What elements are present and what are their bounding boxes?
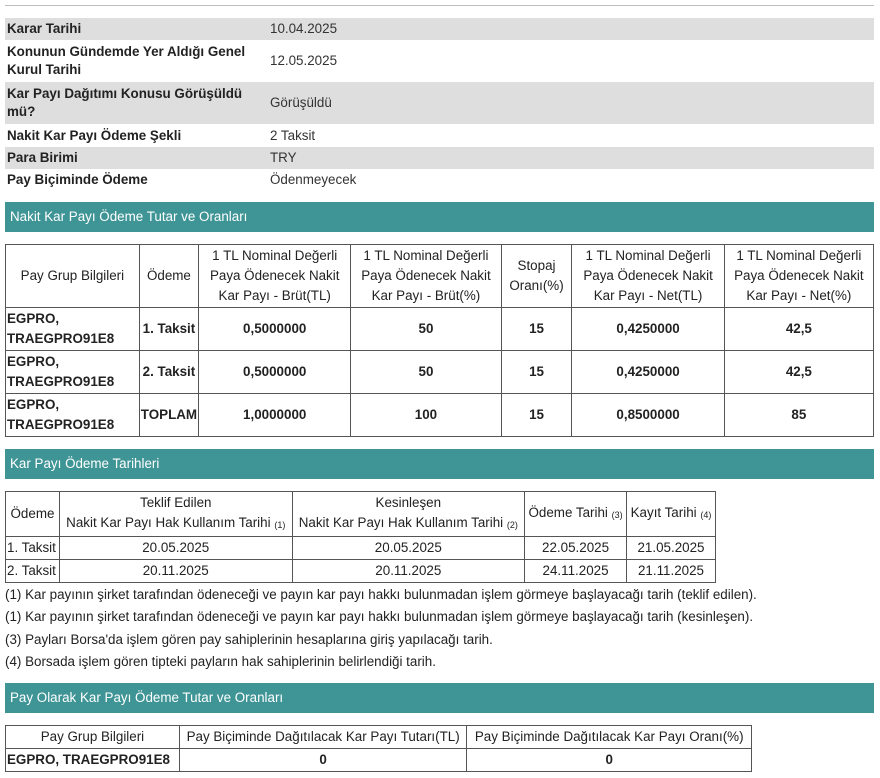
column-header: 1 TL Nominal Değerli Paya Ödenecek Nakit Kar Payı - Brüt(TL) xyxy=(199,245,351,308)
info-value: 10.04.2025 xyxy=(264,18,874,40)
info-row xyxy=(5,40,874,82)
info-value: Ödenmeyecek xyxy=(270,172,357,187)
column-header xyxy=(292,492,525,537)
info-value: 2 Taksit xyxy=(270,127,316,143)
footnote-ref: (4) xyxy=(700,510,712,520)
info-value: TRY xyxy=(264,147,874,169)
info-label: Kar Payı Dağıtımı Konusu Görüşüldü mü? xyxy=(5,82,264,124)
column-header: Stopaj Oranı(%) xyxy=(501,245,572,308)
table-cell: 20.05.2025 xyxy=(292,537,525,560)
table-cell: 50 xyxy=(351,308,501,351)
column-header: Ödeme xyxy=(6,492,60,537)
column-header xyxy=(627,492,716,537)
column-header: 1 TL Nominal Değerli Paya Ödenecek Nakit Kar Payı - Net(TL) xyxy=(572,245,724,308)
table-cell: 20.05.2025 xyxy=(59,537,292,560)
table-cell: 15 xyxy=(501,308,572,351)
table-cell: 1,0000000 xyxy=(199,394,351,437)
cash-table xyxy=(5,244,874,437)
table-cell: 24.11.2025 xyxy=(525,560,627,583)
footnote-ref: (1) xyxy=(274,520,286,530)
table-row xyxy=(6,749,752,772)
footnote: (3) Payları Borsa'da işlem gören pay sahiplerinin hesaplarına giriş yapılacağı tarih. xyxy=(5,631,493,647)
stock-table xyxy=(5,725,752,772)
footnote: (1) Kar payının şirket tarafından ödeneceği ve payın kar payı hakkı bulunmadan işlem görmeye başlayacağı tarih (kesinleşen). xyxy=(5,609,754,625)
info-value: 12.05.2025 xyxy=(270,53,338,68)
header-line: Teklif Edilen xyxy=(140,495,212,510)
table-cell: 0,4250000 xyxy=(572,351,724,394)
stock-section-header: Pay Olarak Kar Payı Ödeme Tutar ve Oranları xyxy=(5,683,874,713)
table-cell: 85 xyxy=(724,394,873,437)
table-cell: 20.11.2025 xyxy=(292,560,525,583)
top-divider xyxy=(5,5,874,6)
table-cell: 0,5000000 xyxy=(199,308,351,351)
footnote: (1) Kar payının şirket tarafından ödeneceği ve payın kar payı hakkı bulunmadan işlem görmeye başlayacağı tarih (teklif edilen). xyxy=(5,587,757,602)
header-line xyxy=(61,513,291,535)
table-cell: 1. Taksit xyxy=(6,537,60,560)
table-cell: 42,5 xyxy=(724,308,873,351)
info-label: Pay Biçiminde Ödeme xyxy=(7,172,148,187)
table-cell: 0 xyxy=(179,749,467,772)
column-header: Pay Grup Bilgileri xyxy=(6,726,180,749)
column-header: 1 TL Nominal Değerli Paya Ödenecek Nakit Kar Payı - Brüt(%) xyxy=(351,245,501,308)
table-cell: 42,5 xyxy=(724,351,873,394)
header-text: Nakit Kar Payı Hak Kullanım Tarihi xyxy=(66,515,271,530)
info-value: Görüşüldü xyxy=(264,82,874,124)
table-cell: 15 xyxy=(501,351,572,394)
footnotes xyxy=(5,584,874,673)
table-cell: 2. Taksit xyxy=(6,560,60,583)
column-header: Ödeme xyxy=(139,245,198,308)
column-header: 1 TL Nominal Değerli Paya Ödenecek Nakit Kar Payı - Net(%) xyxy=(724,245,873,308)
column-header xyxy=(525,492,627,537)
table-cell: 20.11.2025 xyxy=(59,560,292,583)
table-header-row xyxy=(6,492,716,537)
info-row xyxy=(5,18,874,40)
dates-table xyxy=(5,491,716,583)
table-cell: 15 xyxy=(501,394,572,437)
column-header: Pay Grup Bilgileri xyxy=(6,245,140,308)
info-label: Karar Tarihi xyxy=(5,18,264,40)
table-cell: 22.05.2025 xyxy=(525,537,627,560)
table-cell: 0 xyxy=(467,749,752,772)
footnote: (4) Borsada işlem gören tipteki payların hak sahiplerinin belirlendiği tarih. xyxy=(5,653,436,669)
table-row xyxy=(6,394,874,437)
table-cell: 2. Taksit xyxy=(139,351,198,394)
table-cell: 100 xyxy=(351,394,501,437)
table-header-row xyxy=(6,245,874,308)
info-table xyxy=(5,18,874,191)
header-text: Ödeme Tarihi xyxy=(528,505,608,520)
column-header: Pay Biçiminde Dağıtılacak Kar Payı Oranı(%) xyxy=(467,726,752,749)
table-header-row xyxy=(6,726,752,749)
cash-section-header: Nakit Kar Payı Ödeme Tutar ve Oranları xyxy=(5,202,874,232)
table-cell: 0,8500000 xyxy=(572,394,724,437)
table-cell: EGPRO, TRAEGPRO91E8 xyxy=(6,749,180,772)
header-text: Kayıt Tarihi xyxy=(630,505,697,520)
footnote-ref: (3) xyxy=(611,510,623,520)
table-cell: 0,4250000 xyxy=(572,308,724,351)
table-row xyxy=(6,537,716,560)
header-text: Nakit Kar Payı Hak Kullanım Tarihi xyxy=(298,515,504,530)
table-cell: 50 xyxy=(351,351,501,394)
table-row xyxy=(6,560,716,583)
table-cell: 21.05.2025 xyxy=(627,537,716,560)
info-row xyxy=(5,169,874,191)
table-cell: 21.11.2025 xyxy=(627,560,716,583)
table-cell: 0,5000000 xyxy=(199,351,351,394)
column-header: Pay Biçiminde Dağıtılacak Kar Payı Tutarı(TL) xyxy=(179,726,467,749)
footnote-ref: (2) xyxy=(506,520,518,530)
table-row xyxy=(6,351,874,394)
info-row xyxy=(5,82,874,124)
table-cell: TOPLAM xyxy=(139,394,198,437)
column-header xyxy=(59,492,292,537)
table-cell: EGPRO, TRAEGPRO91E8 xyxy=(6,394,140,437)
info-label: Nakit Kar Payı Ödeme Şekli xyxy=(7,127,182,143)
info-row xyxy=(5,124,874,147)
info-label: Para Birimi xyxy=(5,147,264,169)
table-cell: EGPRO, TRAEGPRO91E8 xyxy=(6,308,140,351)
table-cell: EGPRO, TRAEGPRO91E8 xyxy=(6,351,140,394)
dates-section-header: Kar Payı Ödeme Tarihleri xyxy=(5,449,874,479)
table-cell: 1. Taksit xyxy=(139,308,198,351)
header-line xyxy=(294,513,524,535)
info-row xyxy=(5,147,874,169)
table-row xyxy=(6,308,874,351)
info-label: Konunun Gündemde Yer Aldığı Genel Kurul Tarihi xyxy=(7,44,246,77)
header-line: Kesinleşen xyxy=(375,495,442,510)
